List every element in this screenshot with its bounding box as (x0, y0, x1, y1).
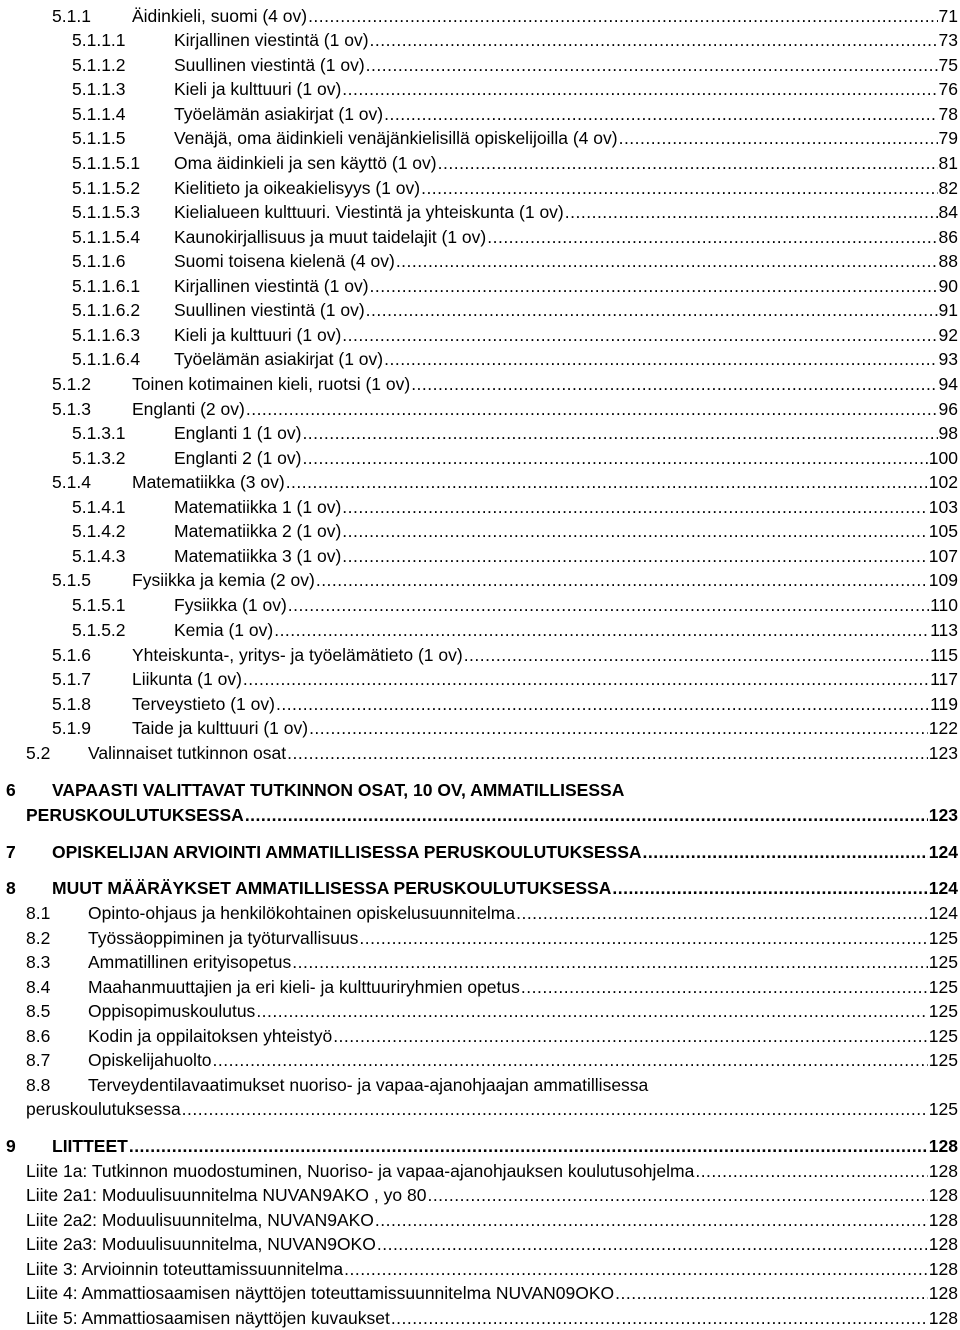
toc-entry[interactable] (174, 347, 958, 371)
toc-entry-page-number: 123 (928, 805, 958, 825)
toc-entry[interactable] (174, 151, 958, 175)
toc-entry-number: 8.2 (26, 928, 51, 948)
toc-entry-number: 5.1.1.5.1 (72, 153, 141, 173)
toc-entry-title: Kodin ja oppilaitoksen yhteistyö (88, 1026, 333, 1046)
dot-leader (396, 249, 938, 273)
toc-entry[interactable] (174, 53, 958, 77)
toc-entry[interactable] (132, 568, 958, 592)
toc-entry-page-number: 109 (928, 570, 958, 590)
toc-entry[interactable] (88, 999, 958, 1023)
dot-leader (342, 519, 928, 543)
toc-entry-page-number: 86 (938, 227, 958, 247)
toc-entry-title: Liite 2a1: Moduulisuunnitelma NUVAN9AKO , yo 80 (26, 1185, 427, 1205)
toc-entry-number: 5.1.1.6.2 (72, 300, 141, 320)
toc-entry-number: 7 (6, 842, 16, 862)
toc-entry[interactable] (88, 926, 958, 950)
toc-entry[interactable] (26, 1183, 958, 1207)
dot-leader (643, 840, 928, 864)
toc-entry-title: Matematiikka 1 (1 ov) (174, 497, 342, 517)
toc-entry-page-number: 128 (928, 1210, 958, 1230)
toc-entry-title: Kielialueen kulttuuri. Viestintä ja yhteiskunta (1 ov) (174, 202, 564, 222)
toc-entry-number: 5.1.1.2 (72, 55, 126, 75)
toc-entry-page-number: 92 (938, 325, 958, 345)
toc-entry-number: 5.1.3.2 (72, 448, 126, 468)
toc-entry[interactable] (132, 397, 958, 421)
toc-entry[interactable] (174, 225, 958, 249)
toc-entry[interactable] (52, 840, 958, 864)
toc-entry-number: 5.1.5 (52, 570, 91, 590)
toc-entry[interactable] (174, 102, 958, 126)
toc-entry-page-number: 78 (938, 104, 958, 124)
dot-leader (384, 102, 937, 126)
dot-leader (344, 1257, 928, 1281)
toc-entry-page-number: 113 (930, 620, 958, 640)
toc-entry-number: 5.1.3.1 (72, 423, 126, 443)
dot-leader (308, 4, 937, 28)
toc-entry-title-continuation: PERUSKOULUTUKSESSA (26, 805, 244, 825)
toc-entry-page-number: 124 (928, 903, 958, 923)
dot-leader (292, 950, 928, 974)
toc-entry-number: 5.1.1.6 (72, 251, 126, 271)
toc-entry-title: Opiskelijahuolto (88, 1050, 212, 1070)
toc-entry-page-number: 76 (938, 79, 958, 99)
toc-entry-page-number: 98 (938, 423, 958, 443)
toc-entry-title: Työelämän asiakirjat (1 ov) (174, 104, 384, 124)
toc-entry-number: 5.1.7 (52, 669, 91, 689)
toc-entry[interactable] (52, 1134, 958, 1158)
dot-leader (342, 323, 937, 347)
toc-entry-number: 5.1.1.5.3 (72, 202, 141, 222)
toc-entry-number: 5.2 (26, 743, 51, 763)
toc-entry-page-number: 73 (938, 30, 958, 50)
dot-leader (309, 716, 928, 740)
toc-entry[interactable] (88, 901, 958, 925)
toc-entry[interactable] (174, 249, 958, 273)
dot-leader (377, 1232, 928, 1256)
dot-leader (565, 200, 938, 224)
toc-entry-title: OPISKELIJAN ARVIOINTI AMMATILLISESSA PERUSKOULUTUKSESSA (52, 842, 642, 862)
toc-entry-page-number: 125 (928, 977, 958, 997)
dot-leader (464, 643, 929, 667)
toc-entry-page-number: 128 (928, 1136, 958, 1156)
toc-entry-title: Valinnaiset tutkinnon osat (88, 743, 287, 763)
toc-entry-number: 5.1.4.1 (72, 497, 126, 517)
toc-entry-page-number: 119 (930, 694, 958, 714)
toc-entry-title: Oppisopimuskoulutus (88, 1001, 256, 1021)
toc-entry-title: Työssäoppiminen ja työturvallisuus (88, 928, 359, 948)
toc-entry-number: 5.1.1.6.1 (72, 276, 141, 296)
dot-leader (274, 618, 929, 642)
toc-entry-page-number: 75 (938, 55, 958, 75)
toc-entry[interactable] (88, 741, 958, 765)
toc-entry-number: 5.1.3 (52, 399, 91, 419)
toc-entry-page-number: 96 (938, 399, 958, 419)
toc-entry[interactable] (174, 77, 958, 101)
toc-entry-title: Englanti 2 (1 ov) (174, 448, 302, 468)
toc-entry-page-number: 125 (928, 1099, 958, 1119)
toc-entry[interactable] (88, 1024, 958, 1048)
toc-entry[interactable] (174, 274, 958, 298)
toc-entry-title: Suomi toisena kielenä (4 ov) (174, 251, 395, 271)
toc-entry-title: Liite 1a: Tutkinnon muodostuminen, Nuoriso- ja vapaa-ajanohjauksen koulutusohjelma (26, 1161, 695, 1181)
toc-entry-title: Oma äidinkieli ja sen käyttö (1 ov) (174, 153, 437, 173)
toc-entry[interactable] (26, 1208, 958, 1232)
toc-entry-title: Ammatillinen erityisopetus (88, 952, 292, 972)
dot-leader (342, 544, 928, 568)
dot-leader (182, 1097, 928, 1121)
toc-entry[interactable] (174, 200, 958, 224)
toc-entry-page-number: 125 (928, 952, 958, 972)
dot-leader (427, 1183, 927, 1207)
toc-entry[interactable] (26, 1281, 958, 1305)
toc-entry-page-number: 115 (930, 645, 958, 665)
toc-entry[interactable] (174, 495, 958, 519)
toc-entry-title: Englanti (2 ov) (132, 399, 245, 419)
toc-entry-page-number: 124 (928, 842, 958, 862)
dot-leader (342, 495, 928, 519)
toc-entry-number: 8.6 (26, 1026, 51, 1046)
toc-entry-page-number: 125 (928, 1026, 958, 1046)
toc-entry-number: 8.1 (26, 903, 51, 923)
toc-entry-title: Liite 3: Arvioinnin toteuttamissuunnitelma (26, 1259, 344, 1279)
toc-entry-number: 5.1.4.2 (72, 521, 126, 541)
toc-entry-number: 5.1.4.3 (72, 546, 126, 566)
dot-leader (256, 999, 927, 1023)
toc-entry-page-number: 107 (928, 546, 958, 566)
toc-entry[interactable] (174, 519, 958, 543)
toc-entry-title: Kieli ja kulttuuri (1 ov) (174, 79, 342, 99)
toc-entry-title: Työelämän asiakirjat (1 ov) (174, 349, 384, 369)
toc-entry-page-number: 91 (938, 300, 958, 320)
toc-entry-title: MUUT MÄÄRÄYKSET AMMATILLISESSA PERUSKOULUTUKSESSA (52, 878, 612, 898)
toc-entry-number: 5.1.8 (52, 694, 91, 714)
toc-entry[interactable] (88, 975, 958, 999)
dot-leader (302, 446, 927, 470)
toc-entry[interactable] (26, 1232, 958, 1256)
dot-leader (487, 225, 937, 249)
toc-entry[interactable] (174, 593, 958, 617)
toc-entry-page-number: 122 (928, 718, 958, 738)
dot-leader (615, 1281, 928, 1305)
toc-entry-number: 5.1.1 (52, 6, 91, 26)
toc-entry[interactable] (132, 4, 958, 28)
toc-entry-title: Liite 2a2: Moduulisuunnitelma, NUVAN9AKO (26, 1210, 374, 1230)
toc-entry-number: 8.3 (26, 952, 51, 972)
dot-leader (288, 593, 929, 617)
dot-leader (333, 1024, 928, 1048)
dot-leader (287, 741, 928, 765)
dot-leader (366, 53, 938, 77)
toc-entry-number: 8.8 (26, 1075, 51, 1095)
toc-entry[interactable] (26, 1159, 958, 1183)
dot-leader (276, 692, 929, 716)
toc-entry-number: 5.1.6 (52, 645, 91, 665)
toc-entry-title: Liikunta (1 ov) (132, 669, 242, 689)
toc-entry-title: Äidinkieli, suomi (4 ov) (132, 6, 308, 26)
toc-entry-page-number: 125 (928, 1001, 958, 1021)
toc-entry-title: Kemia (1 ov) (174, 620, 274, 640)
toc-entry-page-number: 82 (938, 178, 958, 198)
toc-entry[interactable] (26, 1097, 958, 1121)
toc-entry-title[interactable]: Terveydentilavaatimukset nuoriso- ja vapaa-ajanohjaajan ammatillisessa (88, 1075, 649, 1095)
toc-entry-page-number: 88 (938, 251, 958, 271)
toc-entry-title: Matematiikka (3 ov) (132, 472, 285, 492)
toc-entry-title: Englanti 1 (1 ov) (174, 423, 302, 443)
toc-entry-page-number: 128 (928, 1234, 958, 1254)
toc-entry-title: Taide ja kulttuuri (1 ov) (132, 718, 309, 738)
toc-entry[interactable] (26, 1306, 958, 1330)
toc-entry-number: 5.1.1.1 (72, 30, 126, 50)
toc-entry-page-number: 84 (938, 202, 958, 222)
toc-entry[interactable] (88, 1048, 958, 1072)
toc-entry-page-number: 71 (938, 6, 958, 26)
toc-entry[interactable] (26, 803, 958, 827)
toc-entry-page-number: 110 (930, 595, 958, 615)
toc-entry[interactable] (174, 126, 958, 150)
toc-entry-number: 8.7 (26, 1050, 51, 1070)
toc-entry-number: 8 (6, 878, 16, 898)
toc-entry-title: Liite 4: Ammattiosaamisen näyttöjen toteuttamissuunnitelma NUVAN09OKO (26, 1283, 615, 1303)
dot-leader (438, 151, 938, 175)
toc-entry[interactable] (132, 667, 958, 691)
dot-leader (695, 1159, 927, 1183)
toc-entry-number: 5.1.2 (52, 374, 91, 394)
toc-entry-title: Toinen kotimainen kieli, ruotsi (1 ov) (132, 374, 411, 394)
toc-entry[interactable] (174, 544, 958, 568)
toc-entry-number: 5.1.5.2 (72, 620, 126, 640)
dot-leader (612, 876, 927, 900)
toc-entry-title: Kirjallinen viestintä (1 ov) (174, 30, 369, 50)
dot-leader (129, 1134, 928, 1158)
toc-entry[interactable] (26, 1257, 958, 1281)
toc-entry-number: 5.1.9 (52, 718, 91, 738)
dot-leader (619, 126, 938, 150)
dot-leader (516, 901, 928, 925)
toc-entry-page-number: 128 (928, 1308, 958, 1328)
toc-entry-number: 5.1.1.4 (72, 104, 126, 124)
dot-leader (286, 470, 928, 494)
toc-entry-page-number: 128 (928, 1161, 958, 1181)
toc-entry[interactable] (174, 28, 958, 52)
toc-entry-title: Fysiikka ja kemia (2 ov) (132, 570, 315, 590)
toc-entry[interactable] (132, 692, 958, 716)
toc-entry-page-number: 81 (938, 153, 958, 173)
toc-entry-page-number: 125 (928, 928, 958, 948)
dot-leader (359, 926, 927, 950)
toc-entry-page-number: 100 (928, 448, 958, 468)
toc-entry[interactable] (52, 876, 958, 900)
toc-entry-number: 5.1.1.6.3 (72, 325, 141, 345)
toc-entry[interactable] (174, 421, 958, 445)
toc-entry-number: 5.1.1.3 (72, 79, 126, 99)
toc-entry-title: Kielitieto ja oikeakielisyys (1 ov) (174, 178, 421, 198)
dot-leader (316, 568, 928, 592)
toc-entry-title: Kaunokirjallisuus ja muut taidelajit (1 ov) (174, 227, 487, 247)
toc-entry-title: Maahanmuuttajien ja eri kieli- ja kulttuuriryhmien opetus (88, 977, 520, 997)
dot-leader (384, 347, 937, 371)
dot-leader (246, 397, 938, 421)
toc-entry-page-number: 125 (928, 1050, 958, 1070)
toc-entry-page-number: 128 (928, 1283, 958, 1303)
toc-entry-title: Matematiikka 3 (1 ov) (174, 546, 342, 566)
toc-entry[interactable] (132, 372, 958, 396)
toc-entry[interactable] (132, 470, 958, 494)
toc-entry-title: Venäjä, oma äidinkieli venäjänkielisillä opiskelijoilla (4 ov) (174, 128, 618, 148)
toc-entry-title: Suullinen viestintä (1 ov) (174, 300, 365, 320)
toc-entry[interactable] (174, 446, 958, 470)
toc-entry-page-number: 93 (938, 349, 958, 369)
toc-entry-number: 9 (6, 1136, 16, 1156)
toc-entry-page-number: 105 (928, 521, 958, 541)
toc-entry-page-number: 123 (928, 743, 958, 763)
toc-entry-number: 5.1.1.5.4 (72, 227, 141, 247)
toc-entry-number: 6 (6, 780, 16, 800)
toc-entry-page-number: 128 (928, 1259, 958, 1279)
toc-entry[interactable] (174, 298, 958, 322)
toc-entry-number: 5.1.4 (52, 472, 91, 492)
dot-leader (391, 1306, 928, 1330)
toc-entry-number: 8.4 (26, 977, 51, 997)
toc-entry[interactable] (174, 323, 958, 347)
toc-entry-page-number: 128 (928, 1185, 958, 1205)
dot-leader (342, 77, 937, 101)
toc-entry-title: Matematiikka 2 (1 ov) (174, 521, 342, 541)
dot-leader (243, 667, 929, 691)
toc-entry-page-number: 102 (928, 472, 958, 492)
toc-entry[interactable] (174, 618, 958, 642)
toc-entry[interactable] (132, 716, 958, 740)
dot-leader (421, 176, 937, 200)
dot-leader (375, 1208, 928, 1232)
toc-entry[interactable] (174, 176, 958, 200)
dot-leader (370, 28, 938, 52)
toc-entry-page-number: 103 (928, 497, 958, 517)
toc-entry[interactable] (132, 643, 958, 667)
toc-entry-title: Kieli ja kulttuuri (1 ov) (174, 325, 342, 345)
toc-entry-title[interactable]: VAPAASTI VALITTAVAT TUTKINNON OSAT, 10 OV, AMMATILLISESSA (52, 780, 625, 800)
toc-entry-page-number: 79 (938, 128, 958, 148)
toc-entry-page-number: 90 (938, 276, 958, 296)
toc-entry-title: Fysiikka (1 ov) (174, 595, 287, 615)
toc-entry-title: Terveystieto (1 ov) (132, 694, 275, 714)
toc-entry-number: 5.1.5.1 (72, 595, 126, 615)
dot-leader (370, 274, 938, 298)
toc-entry-title: Kirjallinen viestintä (1 ov) (174, 276, 369, 296)
dot-leader (302, 421, 937, 445)
toc-entry-title: LIITTEET (52, 1136, 128, 1156)
dot-leader (521, 975, 928, 999)
toc-entry-number: 5.1.1.5 (72, 128, 126, 148)
toc-entry-page-number: 117 (930, 669, 958, 689)
toc-entry-number: 8.5 (26, 1001, 51, 1021)
toc-entry-title-continuation: peruskoulutuksessa (26, 1099, 181, 1119)
toc-entry-title: Liite 2a3: Moduulisuunnitelma, NUVAN9OKO (26, 1234, 376, 1254)
toc-entry-number: 5.1.1.6.4 (72, 349, 141, 369)
toc-entry-number: 5.1.1.5.2 (72, 178, 141, 198)
toc-entry-title: Liite 5: Ammattiosaamisen näyttöjen kuvaukset (26, 1308, 390, 1328)
dot-leader (366, 298, 938, 322)
toc-entry-page-number: 94 (938, 374, 958, 394)
dot-leader (245, 803, 928, 827)
dot-leader (411, 372, 937, 396)
dot-leader (213, 1048, 928, 1072)
toc-entry-title: Yhteiskunta-, yritys- ja työelämätieto (1 ov) (132, 645, 463, 665)
toc-entry-page-number: 124 (928, 878, 958, 898)
toc-entry-title: Suullinen viestintä (1 ov) (174, 55, 365, 75)
toc-entry[interactable] (88, 950, 958, 974)
toc-entry-title: Opinto-ohjaus ja henkilökohtainen opiskelusuunnitelma (88, 903, 516, 923)
